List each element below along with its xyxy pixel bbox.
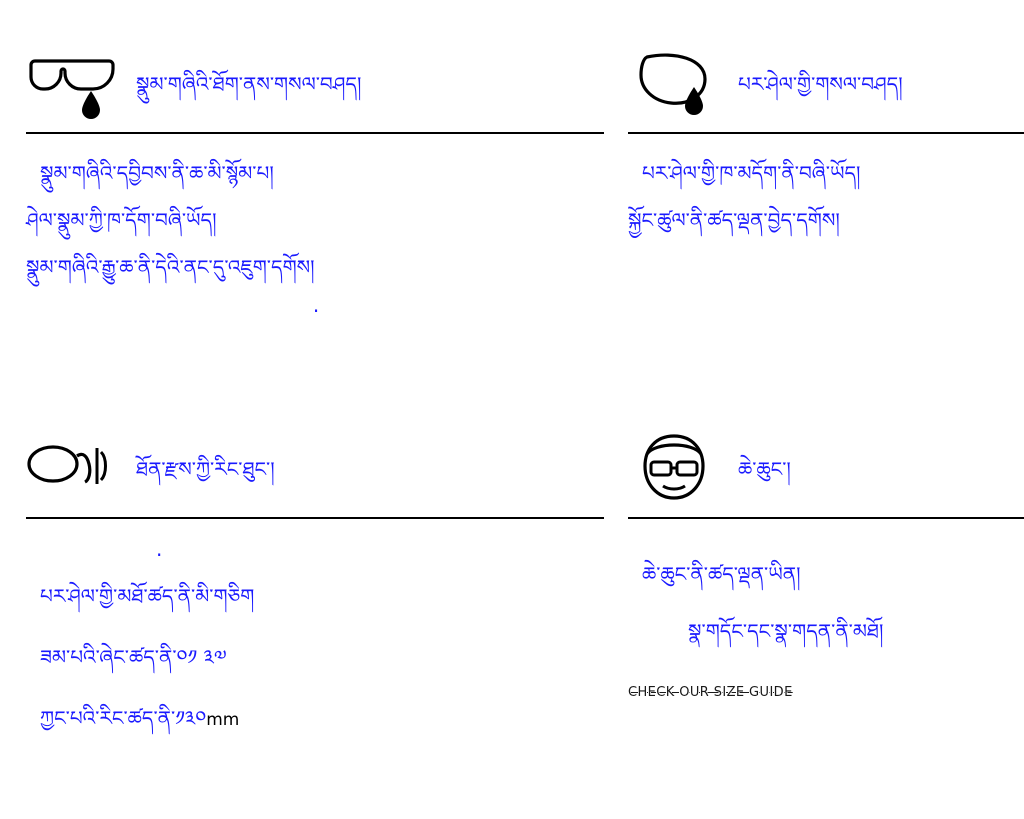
card-body (26, 519, 606, 734)
card-title: སྣུམ་གཞིའི་ཐོག་ནས་གསལ་བཤད། (136, 72, 362, 96)
body-line: སྣ་གདོང་དང་སྣ་གདན་ནི་མཐོ། (688, 619, 884, 643)
body-line: སྣུམ་གཞིའི་རྒྱུ་ཆ་ནི་དེའི་ནང་དུ་འཇུག་དགོས། (26, 255, 315, 279)
bullet-mark: · (312, 299, 320, 323)
card-lens-coating (0, 0, 606, 385)
body-line: སྣུམ་གཞིའི་དབྱིབས་ནི་ཆ་མི་སྙོམ་པ། (40, 161, 274, 185)
card-header (628, 421, 1024, 517)
card-size (606, 385, 1024, 819)
card-title: ཐོན་རྫས་ཀྱི་རིང་ཐུང་། (136, 457, 275, 481)
body-line: ཆེ་ཆུང་ནི་ཚད་ལྡན་ཡིན། (642, 562, 801, 586)
card-title: པར་ཤེལ་གྱི་གསལ་བཤད། (738, 72, 903, 96)
card-header (26, 36, 604, 132)
size-guide-link[interactable]: CHECK OUR SIZE GUIDE (628, 685, 793, 700)
card-title: ཆེ་ཆུང་། (738, 457, 791, 481)
body-line: ཀྱང་པའི་རིང་ཚད་ནི་༡༣༠ (40, 706, 207, 730)
bullet-mark: · (156, 543, 163, 567)
body-line: པར་ཤེལ་གྱི་མཐོ་ཚད་ནི་མི་གཅིག (40, 584, 255, 608)
card-header (26, 421, 604, 517)
card-body (26, 134, 606, 323)
lens-drop-icon (628, 44, 720, 124)
card-frame-measurements (0, 385, 606, 819)
card-header (628, 36, 1024, 132)
card-body (628, 134, 1024, 236)
sunglasses-drop-icon (26, 44, 118, 124)
body-line: སྐྱོང་ཚུལ་ནི་ཚད་ལྡན་བྱེད་དགོས། (628, 208, 840, 232)
glasses-temple-icon (26, 429, 118, 509)
card-body (628, 519, 1024, 700)
card-frame-description (606, 0, 1024, 385)
body-line: པར་ཤེལ་གྱི་ཁ་མདོག་ནི་བཞི་ཡོད། (642, 161, 861, 185)
body-line: ཟམ་པའི་ཞེང་ཚད་ནི་༠༡ ༣༧ (40, 645, 227, 669)
measurement-unit: mm (206, 710, 240, 730)
body-line: ཤེལ་སྣུམ་ཀྱི་ཁ་དོག་བཞི་ཡོད། (26, 208, 217, 232)
face-glasses-icon (628, 429, 720, 509)
